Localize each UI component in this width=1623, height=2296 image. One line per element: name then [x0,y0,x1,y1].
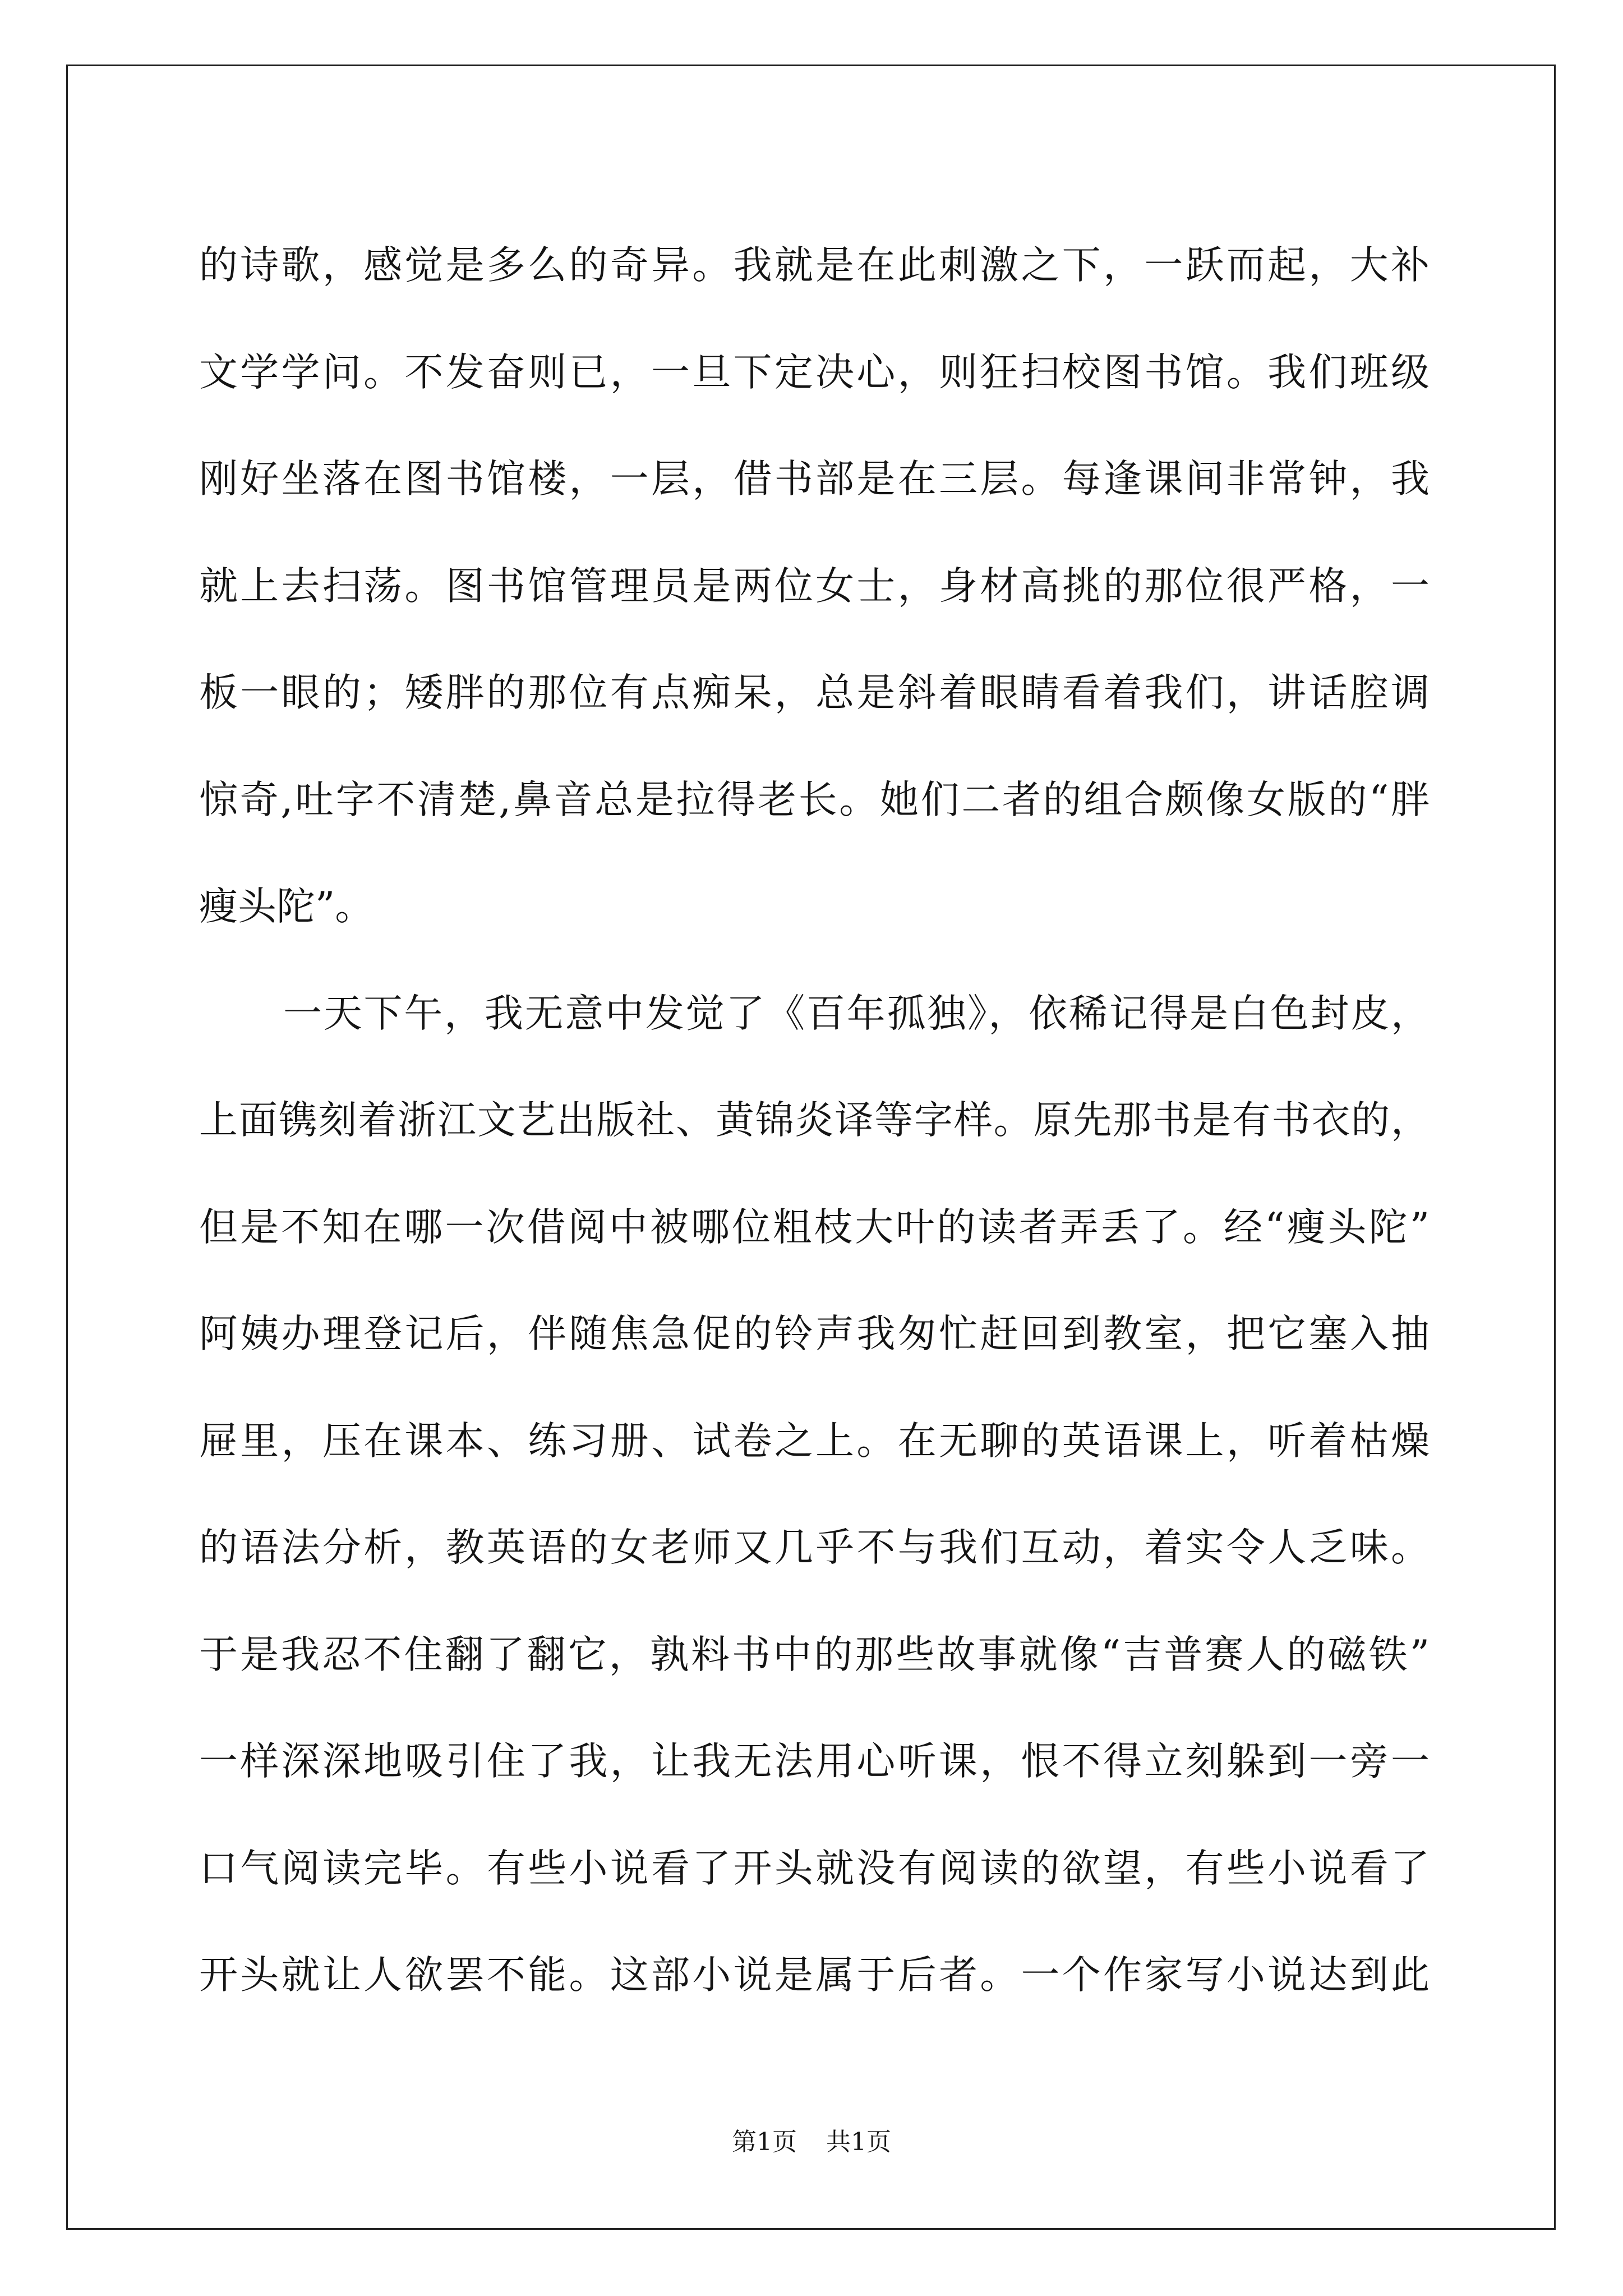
page-footer [0,2122,1623,2157]
page-total: 共1页 [826,2128,891,2156]
text-line: 阿姨办理登记后，伴随焦急促的铃声我匆忙赶回到教室，把它塞入抽 [199,1312,1430,1356]
text-line: 刚好坐落在图书馆楼，一层，借书部是在三层。每逢课间非常钟，我 [199,457,1430,501]
text-line: 就上去扫荡。图书馆管理员是两位女士，身材高挑的那位很严格，一 [199,563,1430,609]
page-number: 第1页 [732,2128,797,2156]
text-line: 开头就让人欲罢不能。这部小说是属于后者。一个作家写小说达到此 [199,1953,1430,1998]
text-line: 上面镌刻着浙江文艺出版社、黄锦炎译等字样。原先那书是有书衣的， [199,1098,1430,1143]
text-line: 板一眼的；矮胖的那位有点痴呆，总是斜着眼睛看着我们，讲话腔调 [199,670,1430,715]
text-line: 口气阅读完毕。有些小说看了开头就没有阅读的欲望，有些小说看了 [199,1846,1430,1891]
text-line: 的诗歌，感觉是多么的奇异。我就是在此刺激之下，一跃而起，大补 [199,243,1430,288]
text-line: 的语法分析，教英语的女老师又几乎不与我们互动，着实令人乏味。 [199,1525,1430,1570]
text-line: 瘦头陀”。 [199,884,374,929]
paragraph-start-line: 一天下午，我无意中发觉了《百年孤独》，依稀记得是白色封皮， [283,991,1430,1036]
text-line: 但是不知在哪一次借阅中被哪位粗枝大叶的读者弄丢了。经“瘦头陀” [199,1204,1430,1250]
text-line: 于是我忍不住翻了翻它，孰料书中的那些故事就像“吉普赛人的磁铁” [199,1632,1430,1677]
text-line: 一样深深地吸引住了我，让我无法用心听课，恨不得立刻躲到一旁一 [199,1739,1430,1784]
text-line: 惊奇,吐字不清楚,鼻音总是拉得老长。她们二者的组合颇像女版的“胖 [199,777,1430,822]
text-line: 屉里，压在课本、练习册、试卷之上。在无聊的英语课上，听着枯燥 [199,1418,1430,1464]
text-line: 文学学问。不发奋则已，一旦下定决心，则狂扫校图书馆。我们班级 [199,349,1430,395]
document-body [199,212,1430,2029]
